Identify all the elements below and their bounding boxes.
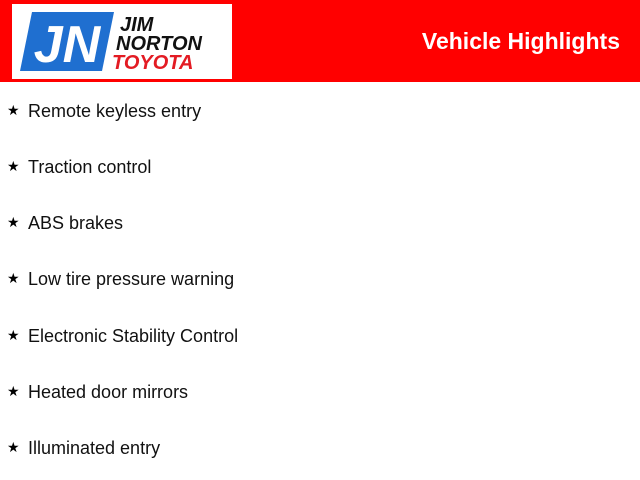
logo-text-jim: JIM <box>120 14 154 36</box>
dealer-logo[interactable] <box>12 4 232 79</box>
highlight-item <box>0 325 640 365</box>
highlight-item <box>0 212 640 252</box>
highlight-item <box>0 381 640 421</box>
logo-text-norton: NORTON <box>116 33 202 55</box>
logo-text-toyota: TOYOTA <box>112 52 194 74</box>
highlight-item <box>0 156 640 196</box>
logo-monogram: JN <box>33 16 101 74</box>
star-icon: ★ <box>7 384 20 400</box>
star-icon: ★ <box>7 440 20 456</box>
highlight-label: Electronic Stability Control <box>28 326 239 346</box>
star-icon: ★ <box>7 103 20 119</box>
highlight-item <box>0 100 640 140</box>
highlight-label: ABS brakes <box>28 213 124 233</box>
dealer-logo-graphic <box>12 4 232 79</box>
star-icon: ★ <box>7 271 20 287</box>
star-icon: ★ <box>7 328 20 344</box>
highlight-label: Illuminated entry <box>28 438 161 458</box>
highlight-item <box>0 437 640 477</box>
highlight-label: Low tire pressure warning <box>28 269 235 289</box>
highlight-label: Traction control <box>28 157 152 177</box>
highlight-label: Remote keyless entry <box>28 101 202 121</box>
header-banner <box>0 0 640 82</box>
highlight-item <box>0 268 640 308</box>
highlight-label: Heated door mirrors <box>28 382 189 402</box>
star-icon: ★ <box>7 215 20 231</box>
star-icon: ★ <box>7 159 20 175</box>
page-title: Vehicle Highlights <box>421 28 620 54</box>
